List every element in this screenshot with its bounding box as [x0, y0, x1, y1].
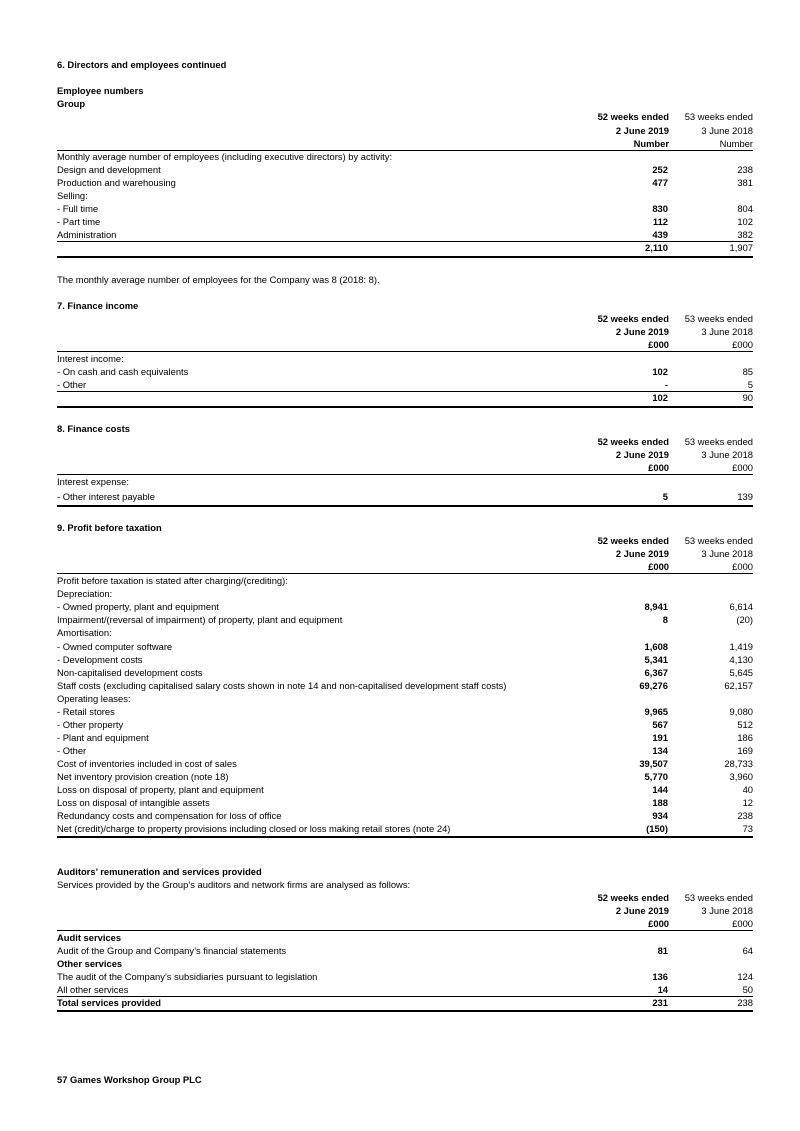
table-row: - Owned computer software 1,608 1,419: [57, 641, 753, 652]
total-divider: [57, 836, 753, 838]
company-employees-note: The monthly average number of employees for the Company was 8 (2018: 8).: [57, 274, 380, 285]
col2-header-line3: £000: [732, 462, 753, 473]
table-row: Profit before taxation is stated after charging/(crediting):: [57, 575, 288, 586]
section-6-heading: 6. Directors and employees continued: [57, 59, 227, 70]
table-row: - On cash and cash equivalents 102 85: [57, 366, 753, 377]
table-row: Operating leases:: [57, 693, 131, 704]
table-row: - Other 134 169: [57, 745, 753, 756]
col1-header-line2: 2 June 2019: [615, 449, 669, 460]
section-7-heading: 7. Finance income: [57, 300, 139, 311]
total-row: 102 90: [652, 392, 753, 403]
col2-header-line1: 53 weeks ended: [684, 111, 753, 122]
page-footer: 57 Games Workshop Group PLC: [57, 1074, 202, 1085]
col2-header-line1: 53 weeks ended: [684, 892, 753, 903]
total-divider: [57, 1010, 753, 1012]
table-row: Net (credit)/charge to property provisions including closed or loss making retail stores (note 24) (150) 73: [57, 823, 753, 834]
employee-numbers-heading: Employee numbers: [57, 85, 144, 96]
col1-header-line2: 2 June 2019: [615, 326, 669, 337]
section-9-heading: 9. Profit before taxation: [57, 522, 162, 533]
table-row: Impairment/(reversal of impairment) of property, plant and equipment 8 (20): [57, 614, 753, 625]
table-row: Depreciation:: [57, 588, 113, 599]
table-row: Audit of the Group and Company’s financial statements 81 64: [57, 945, 753, 956]
col1-header-line1: 52 weeks ended: [597, 111, 669, 122]
col1-header-line2: 2 June 2019: [615, 125, 669, 136]
col1-header-line3: Number: [633, 138, 669, 149]
auditors-heading: Auditors’ remuneration and services provided: [57, 866, 262, 877]
table-row: Redundancy costs and compensation for loss of office 934 238: [57, 810, 753, 821]
table-row: - Owned property, plant and equipment 8,941 6,614: [57, 601, 753, 612]
other-services-heading: Other services: [57, 958, 123, 969]
table-row: Amortisation:: [57, 627, 112, 638]
col2-header-line1: 53 weeks ended: [684, 436, 753, 447]
col1-header-line3: £000: [648, 339, 669, 350]
table-row: Production and warehousing 477 381: [57, 177, 753, 188]
col2-header-line3: Number: [719, 138, 753, 149]
table-row: Non-capitalised development costs 6,367 5,645: [57, 667, 753, 678]
col1-header-line1: 52 weeks ended: [597, 313, 669, 324]
table-row: Administration 439 382: [57, 229, 753, 240]
col1-header-line3: £000: [648, 462, 669, 473]
col2-header-line2: 3 June 2018: [701, 449, 753, 460]
table-row: Interest expense:: [57, 476, 129, 487]
col2-header-line2: 3 June 2018: [701, 905, 753, 916]
table-row: - Plant and equipment 191 186: [57, 732, 753, 743]
col2-header-line1: 53 weeks ended: [684, 313, 753, 324]
audit-services-heading: Audit services: [57, 932, 122, 943]
table-row: Loss on disposal of property, plant and equipment 144 40: [57, 784, 753, 795]
col2-header-line3: £000: [732, 918, 753, 929]
table-row: Design and development 252 238: [57, 164, 753, 175]
table-row: Interest income:: [57, 353, 124, 364]
col1-header-line1: 52 weeks ended: [597, 892, 669, 903]
col1-header-line3: £000: [648, 561, 669, 572]
table-row: - Other property 567 512: [57, 719, 753, 730]
table-row: Loss on disposal of intangible assets 188 12: [57, 797, 753, 808]
col1-header-line3: £000: [648, 918, 669, 929]
table-row: - Full time 830 804: [57, 203, 753, 214]
total-divider: [57, 256, 753, 258]
col1-header-line2: 2 June 2019: [615, 905, 669, 916]
total-divider: [57, 406, 753, 408]
col1-header-line1: 52 weeks ended: [597, 535, 669, 546]
table-row: Staff costs (excluding capitalised salary costs shown in note 14 and non-capitalised development staff costs) 69,276 62,157: [57, 680, 753, 691]
table-row: - Part time 112 102: [57, 216, 753, 227]
col1-header-line2: 2 June 2019: [615, 548, 669, 559]
section-8-heading: 8. Finance costs: [57, 423, 130, 434]
table-row: Cost of inventories included in cost of sales 39,507 28,733: [57, 758, 753, 769]
auditors-intro: Services provided by the Group’s auditors and network firms are analysed as follows:: [57, 879, 411, 890]
col2-header-line2: 3 June 2018: [701, 548, 753, 559]
total-row: Total services provided 231 238: [57, 997, 753, 1008]
total-divider: [57, 505, 753, 507]
table-row: - Other - 5: [57, 379, 753, 390]
col2-header-line2: 3 June 2018: [701, 125, 753, 136]
table-row: The audit of the Company’s subsidiaries pursuant to legislation 136 124: [57, 971, 753, 982]
col2-header-line3: £000: [732, 561, 753, 572]
group-heading: Group: [57, 98, 86, 109]
table-row: Monthly average number of employees (including executive directors) by activity:: [57, 151, 393, 162]
col1-header-line1: 52 weeks ended: [597, 436, 669, 447]
col2-header-line2: 3 June 2018: [701, 326, 753, 337]
table-row: - Retail stores 9,965 9,080: [57, 706, 753, 717]
table-row: Selling:: [57, 190, 88, 201]
table-row: - Development costs 5,341 4,130: [57, 654, 753, 665]
col2-header-line3: £000: [732, 339, 753, 350]
table-row: Net inventory provision creation (note 18) 5,770 3,960: [57, 771, 753, 782]
table-row: All other services 14 50: [57, 984, 753, 995]
table-row: - Other interest payable 5 139: [57, 491, 753, 502]
col2-header-line1: 53 weeks ended: [684, 535, 753, 546]
total-row: 2,110 1,907: [645, 242, 753, 253]
